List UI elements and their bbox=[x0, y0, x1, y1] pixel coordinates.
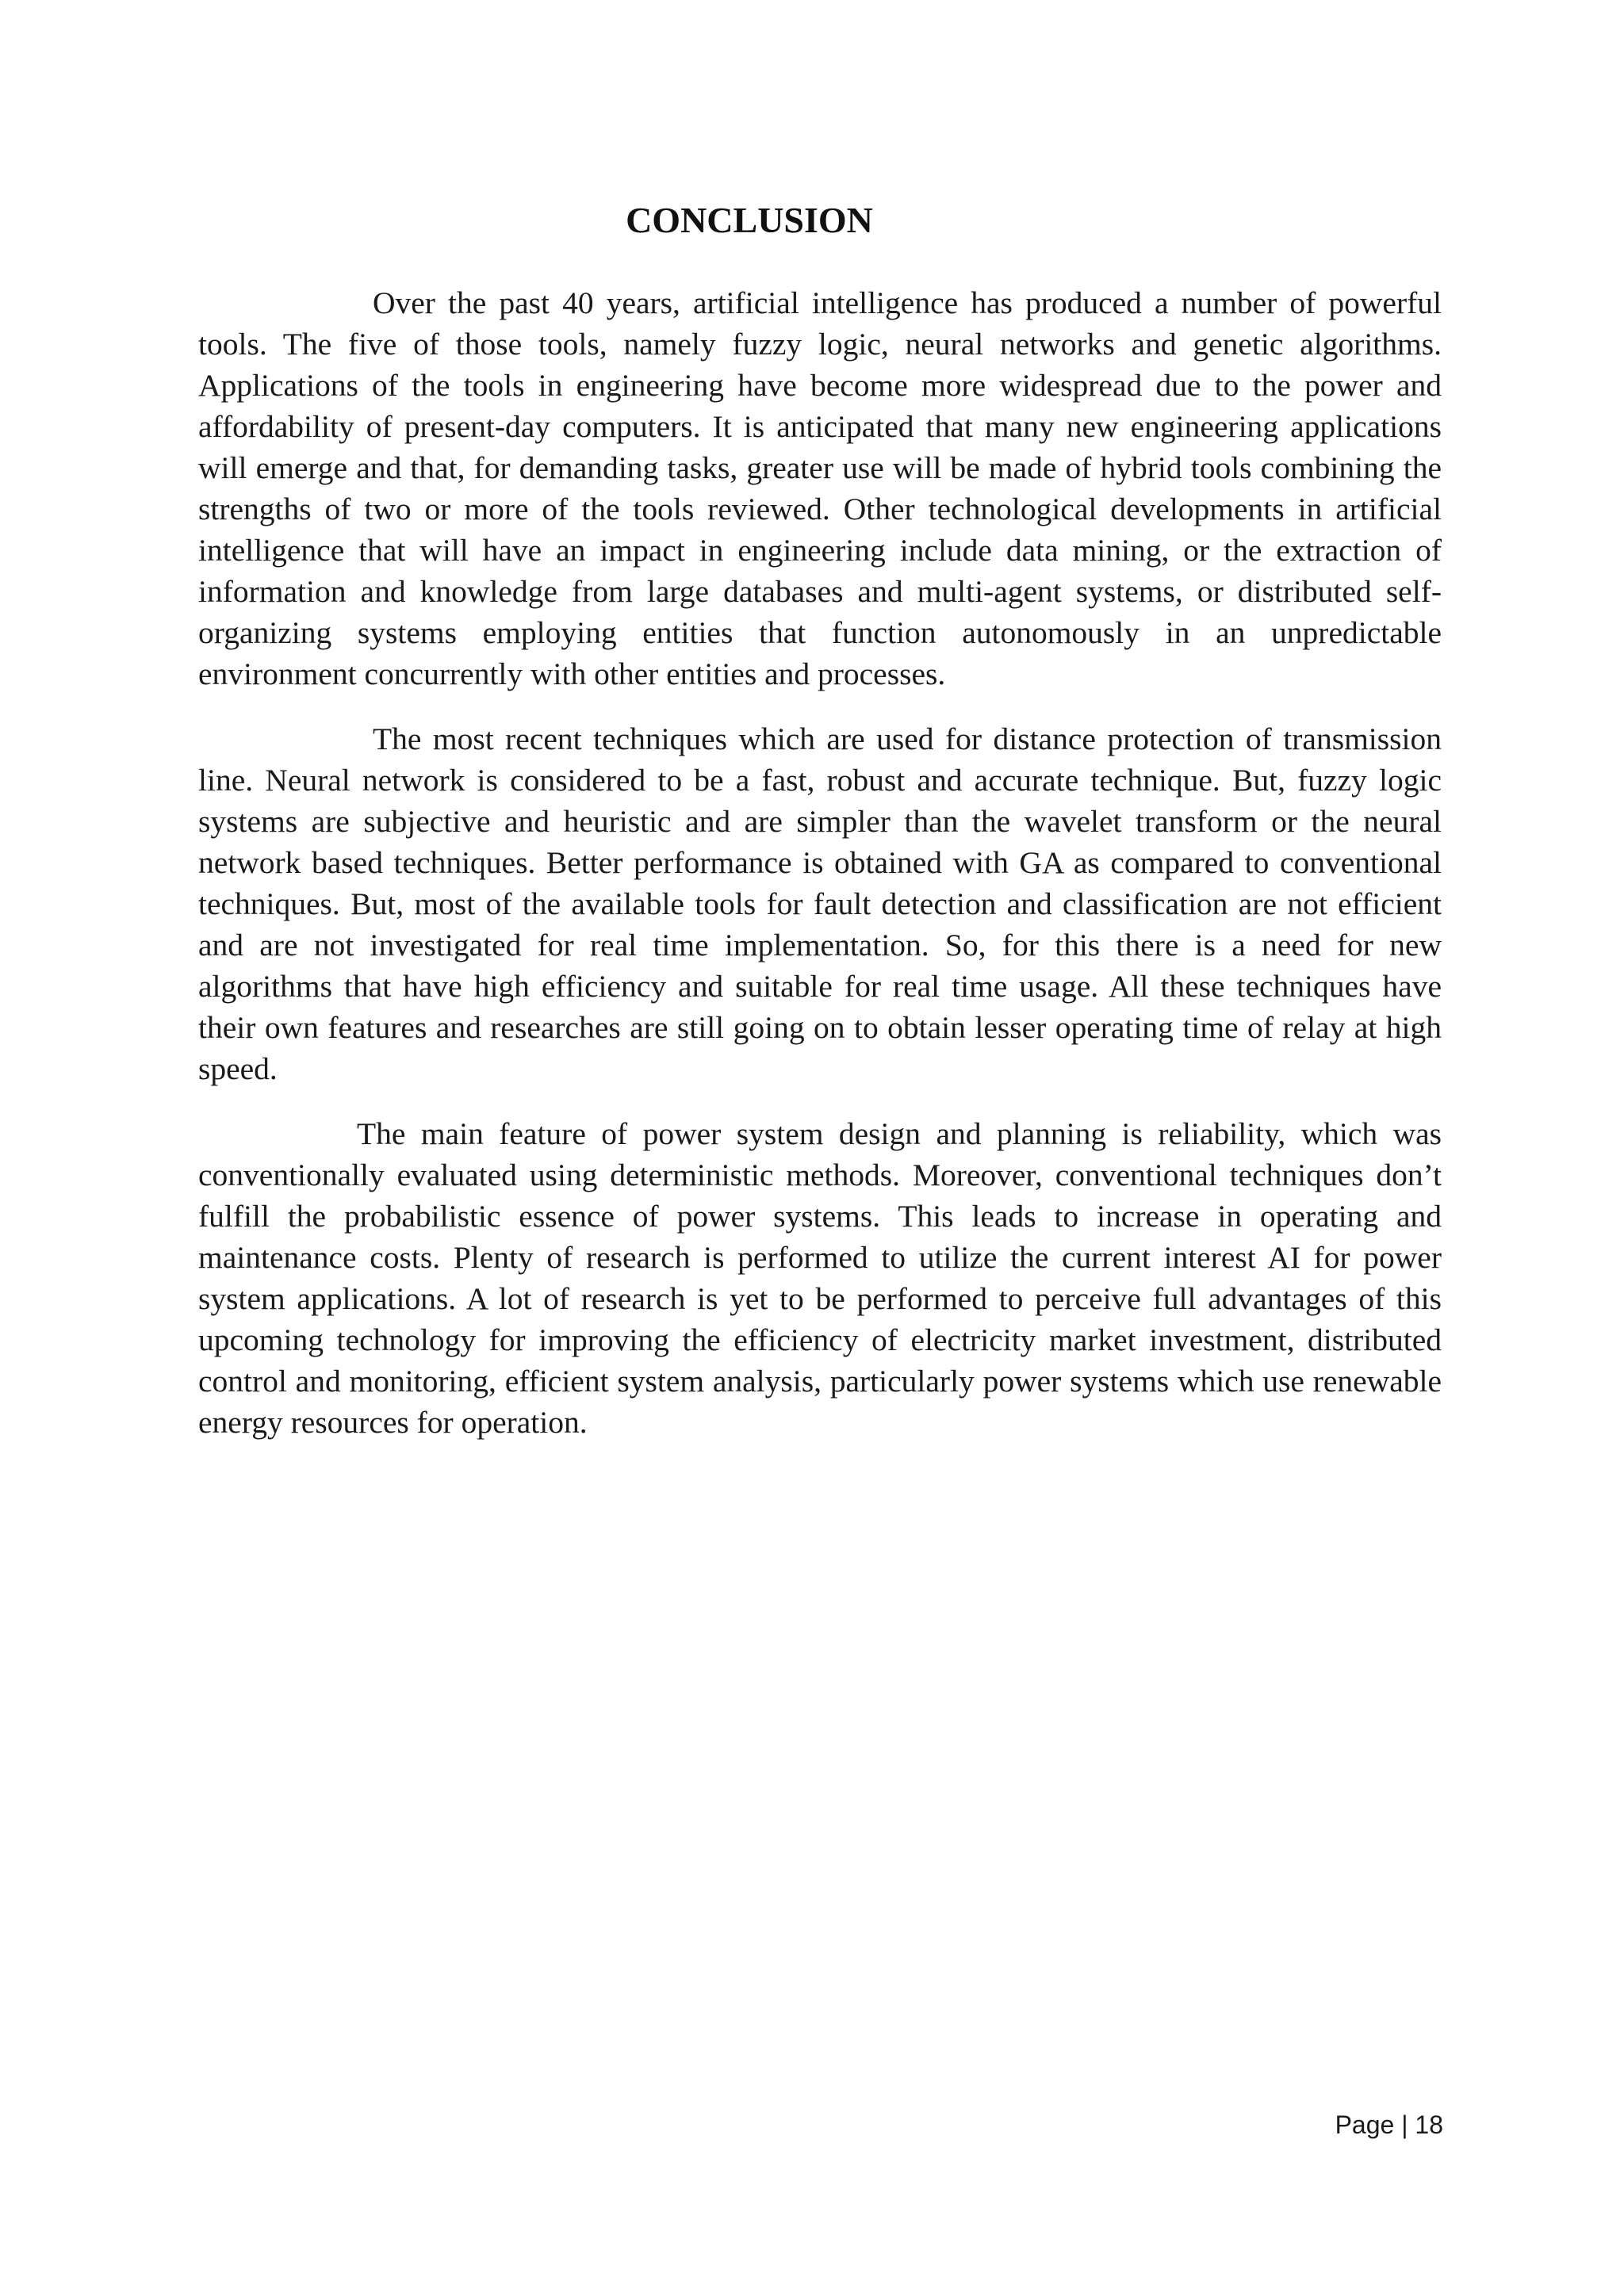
page-number-footer: Page | 18 bbox=[1335, 2110, 1443, 2139]
paragraph-3: The main feature of power system design and planning is reliability, which was conventionally evaluated using deterministic methods. Moreover, conventional techniques don’t fulfill the probabilistic essence of power systems. This leads to increase in operating and maintenance costs. Plenty of research is performed to utilize the current interest AI for power system applications. A lot of research is yet to be performed to perceive full advantages of this upcoming technology for improving the efficiency of electricity market investment, distributed control and monitoring, efficient system analysis, particularly power systems which use renewable energy resources for operation. bbox=[198, 1116, 1442, 1440]
paragraph-2: The most recent techniques which are used for distance protection of transmission line. Neural network is considered to be a fast, robust and accurate technique. But, fuzzy logic systems are subjective and heuristic and are simpler than the wavelet transform or the neural network based techniques. Better performance is obtained with GA as compared to conventional techniques. But, most of the available tools for fault detection and classification are not efficient and are not investigated for real time implementation. So, for this there is a need for new algorithms that have high efficiency and suitable for real time usage. All these techniques have their own features and researches are still going on to obtain lesser operating time of relay at high speed. bbox=[198, 721, 1442, 1086]
paragraph-1: Over the past 40 years, artificial intelligence has produced a number of powerful tools. The five of those tools, namely fuzzy logic, neural networks and genetic algorithms. Applications of the tools in engineering have become more widespread due to the power and affordability of present-day computers. It is anticipated that many new engineering applications will emerge and that, for demanding tasks, greater use will be made of hybrid tools combining the strengths of two or more of the tools reviewed. Other technological developments in artificial intelligence that will have an impact in engineering include data mining, or the extraction of information and knowledge from large databases and multi-agent systems, or distributed self-organizing systems employing entities that function autonomously in an unpredictable environment concurrently with other entities and processes. bbox=[198, 285, 1442, 691]
page-title: CONCLUSION bbox=[626, 200, 873, 240]
body-text bbox=[198, 282, 1442, 1467]
